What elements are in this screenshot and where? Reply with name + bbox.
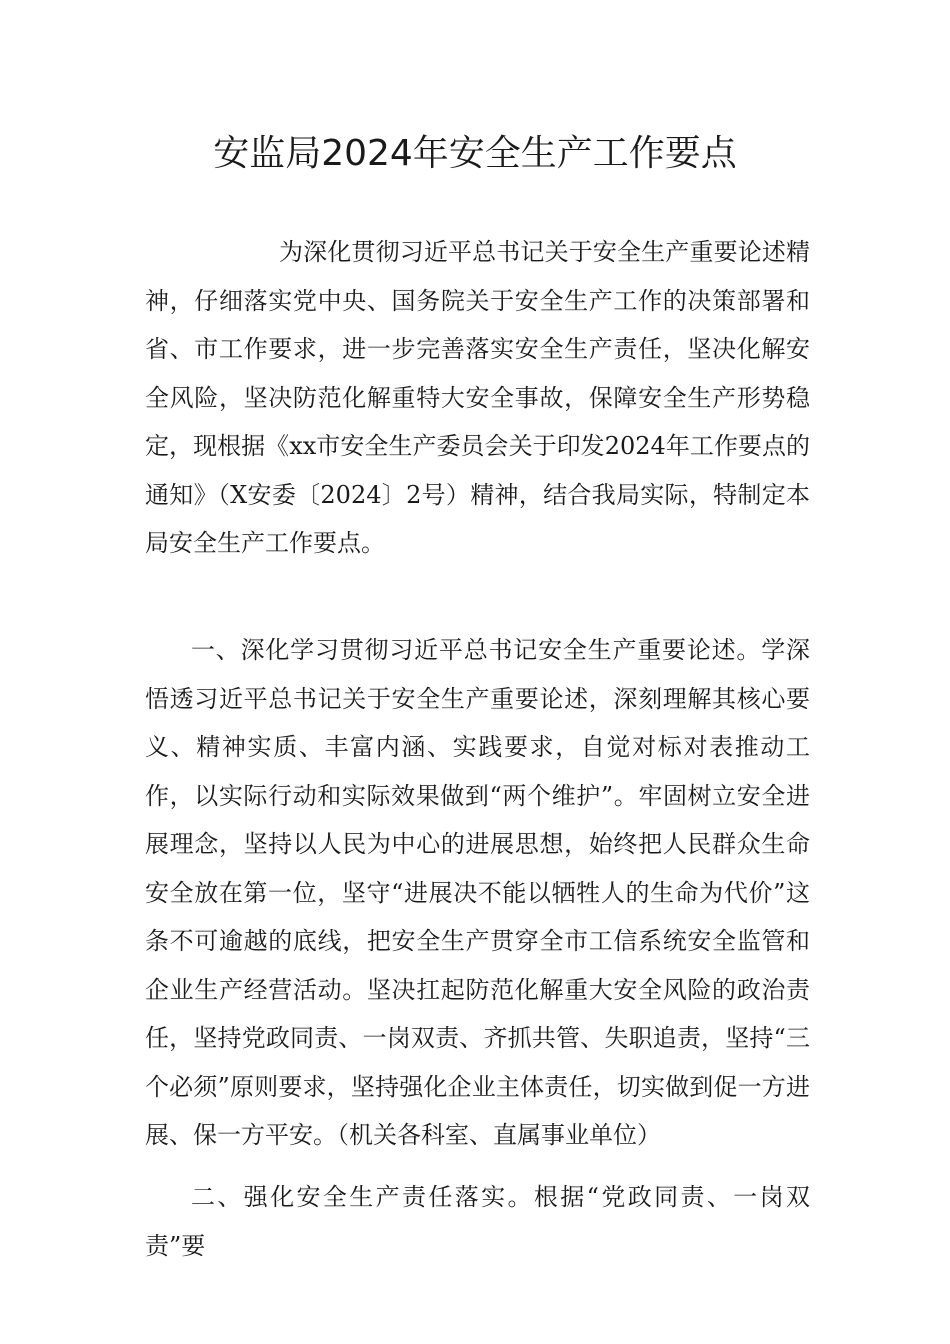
section-one-paragraph: 一、深化学习贯彻习近平总书记安全生产重要论述。学深悟透习近平总书记关于安全生产重要论述，深刻理解其核心要义、精神实质、丰富内涵、实践要求，自觉对标对表推动工作，以实际行动和实际效果做到“两个维护”。牢固树立安全进展理念，坚持以人民为中心的进展思想，始终把人民群众生命安全放在第一位，坚守“进展决不能以牺牲人的生命为代价”这条不可逾越的底线，把安全生产贯穿全市工信系统安全监管和企业生产经营活动。坚决扛起防范化解重大安全风险的政治责任，坚持党政同责、一岗双责、齐抓共管、失职追责，坚持“三个必须”原则要求，坚持强化企业主体责任，切实做到促一方进展、保一方平安。（机关各科室、直属事业单位） xyxy=(145,636,810,1149)
section-two-paragraph: 二、强化安全生产责任落实。根据“党政同责、一岗双责”要 xyxy=(145,1183,810,1260)
document-title: 安监局2024年安全生产工作要点 xyxy=(213,133,737,174)
intro-paragraph: 为深化贯彻习近平总书记关于安全生产重要论述精神，仔细落实党中央、国务院关于安全生产工作的决策部署和省、市工作要求，进一步完善落实安全生产责任，坚决化解安全风险，坚决防范化解重特大安全事故，保障安全生产形势稳定，现根据《xx市安全生产委员会关于印发2024年工作要点的通知》（X安委〔2024〕2号）精神，结合我局实际，特制定本局安全生产工作要点。 xyxy=(145,238,810,557)
